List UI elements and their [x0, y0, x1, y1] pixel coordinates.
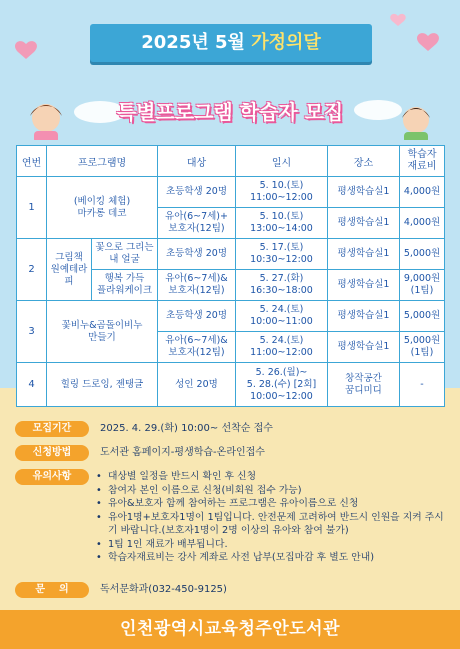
- sub-program-name: 행복 가득 플라워케이크: [92, 270, 158, 301]
- datetime-cell: 5. 24.(토) 10:00~11:00: [236, 301, 328, 332]
- col-header: 장소: [328, 146, 400, 177]
- fee-cell: 4,000원: [400, 208, 445, 239]
- row-number: 3: [17, 301, 47, 363]
- datetime-cell: 5. 17.(토) 10:30~12:00: [236, 239, 328, 270]
- heart-icon: [15, 41, 37, 59]
- fee-cell: 5,000원: [400, 301, 445, 332]
- heart-icon: [390, 14, 405, 26]
- target-cell: 성인 20명: [158, 363, 236, 407]
- place-cell: 평생학습실1: [328, 177, 400, 208]
- col-header: 연번: [17, 146, 47, 177]
- fee-cell: 4,000원: [400, 177, 445, 208]
- table-row: [17, 301, 445, 332]
- note-item: • 유아1명+보호자1명이 1팀입니다. 안전문제 고려하여 반드시 인원을 지켜 주시기 바랍니다.(보호자1명이 2명 이상의 유아와 참여 불가): [96, 511, 446, 538]
- contact-value: 독서문화과(032-450-9125): [100, 584, 227, 595]
- col-header: 프로그램명: [47, 146, 158, 177]
- col-header: 대상: [158, 146, 236, 177]
- row-number: 2: [17, 239, 47, 301]
- place-cell: 평생학습실1: [328, 301, 400, 332]
- method-label: 신청방법: [15, 445, 89, 461]
- heart-icon: [417, 33, 439, 51]
- place-cell: 평생학습실1: [328, 270, 400, 301]
- page-subtitle: 특별프로그램 학습자 모집: [116, 100, 344, 124]
- col-header: 일시: [236, 146, 328, 177]
- method-value: 도서관 홈페이지-평생학습-온라인접수: [100, 447, 265, 458]
- table-row: [17, 239, 445, 270]
- target-cell: 유아(6~7세)+ 보호자(12팀): [158, 208, 236, 239]
- table-header-row: [17, 146, 445, 177]
- table-row: [17, 363, 445, 407]
- fee-cell: 9,000원 (1팀): [400, 270, 445, 301]
- notes-label: 유의사항: [15, 469, 89, 485]
- note-item: • 1팀 1인 재료가 배부됩니다.: [96, 538, 446, 552]
- program-name: 그림책 원예테라피: [47, 239, 92, 301]
- target-cell: 초등학생 20명: [158, 301, 236, 332]
- note-item: • 대상별 일정을 반드시 확인 후 신청: [96, 470, 446, 484]
- footer-library-name: 인천광역시교육청주안도서관: [0, 610, 460, 649]
- row-number: 1: [17, 177, 47, 239]
- place-cell: 평생학습실1: [328, 332, 400, 363]
- datetime-cell: 5. 10.(토) 13:00~14:00: [236, 208, 328, 239]
- place-cell: 평생학습실1: [328, 239, 400, 270]
- program-name: 꽃비누&곰돌이비누 만들기: [47, 301, 158, 363]
- title-prefix: 2025년 5월: [141, 32, 252, 53]
- program-table: [16, 145, 445, 407]
- fee-cell: -: [400, 363, 445, 407]
- datetime-cell: 5. 27.(화) 16:30~18:00: [236, 270, 328, 301]
- period-label: 모집기간: [15, 421, 89, 437]
- note-item: • 유아&보호자 함께 참여하는 프로그램은 유아이름으로 신청: [96, 497, 446, 511]
- note-item: • 학습자재료비는 강사 계좌로 사전 납부(모집마감 후 별도 안내): [96, 551, 446, 565]
- note-item: • 참여자 본인 이름으로 신청(비회원 접수 가능): [96, 484, 446, 498]
- target-cell: 유아(6~7세)& 보호자(12팀): [158, 270, 236, 301]
- table-row: [17, 177, 445, 208]
- fee-cell: 5,000원 (1팀): [400, 332, 445, 363]
- contact-label: 문 의: [15, 582, 89, 598]
- fee-cell: 5,000원: [400, 239, 445, 270]
- target-cell: 초등학생 20명: [158, 239, 236, 270]
- row-number: 4: [17, 363, 47, 407]
- place-cell: 창작공간 꿈디미디: [328, 363, 400, 407]
- target-cell: 초등학생 20명: [158, 177, 236, 208]
- page-title: [90, 24, 372, 62]
- datetime-cell: 5. 10.(토) 11:00~12:00: [236, 177, 328, 208]
- datetime-cell: 5. 26.(월)~ 5. 28.(수) [2회] 10:00~12:00: [236, 363, 328, 407]
- program-name: (베이킹 체험) 마카롱 데코: [47, 177, 158, 239]
- target-cell: 유아(6~7세)& 보호자(12팀): [158, 332, 236, 363]
- title-highlight: 가정의달: [251, 32, 321, 53]
- notes-list: [96, 470, 446, 565]
- sub-program-name: 꽃으로 그리는 내 얼굴: [92, 239, 158, 270]
- datetime-cell: 5. 24.(토) 11:00~12:00: [236, 332, 328, 363]
- period-value: 2025. 4. 29.(화) 10:00~ 선착순 접수: [100, 423, 273, 434]
- col-header: 학습자 재료비: [400, 146, 445, 177]
- program-name: 힐링 드로잉, 젠탱글: [47, 363, 158, 407]
- place-cell: 평생학습실1: [328, 208, 400, 239]
